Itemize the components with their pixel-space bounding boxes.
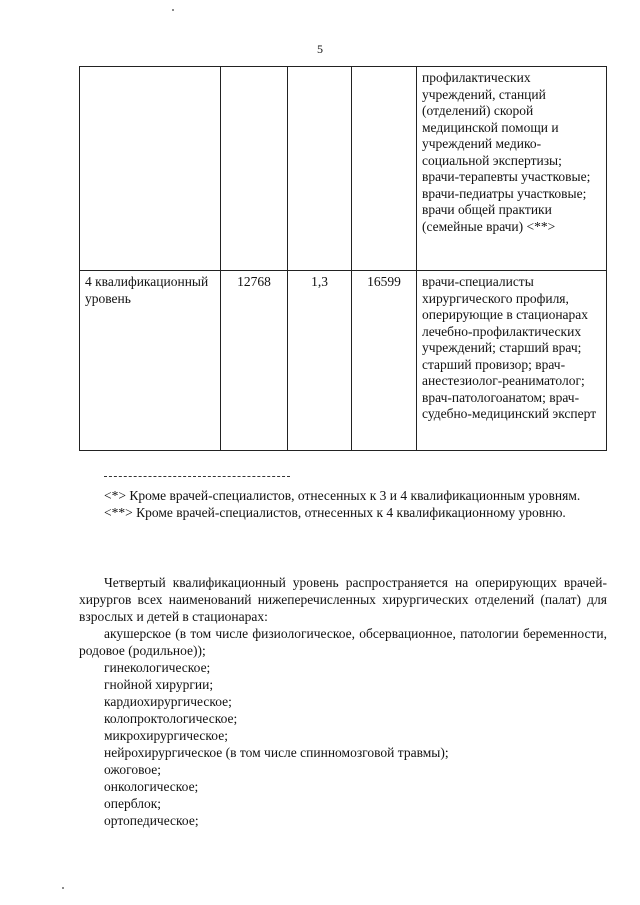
positions-cell: врачи-специалисты хирургического профиля, оперирующие в стационарах лечебно-профилактических учреждений; старший врач; старший провизор; врач-анестезиолог-реаниматолог; врач-патологоанатом; врач-судебно-медицинский эксперт: [417, 271, 607, 451]
list-item: микрохирургическое;: [104, 728, 228, 743]
footnotes: [79, 476, 607, 521]
list-item: ортопедическое;: [104, 813, 199, 828]
qualification-table: [79, 66, 607, 451]
list-item: гинекологическое;: [104, 660, 211, 675]
level-cell: [80, 67, 221, 271]
footnote-separator: [104, 476, 290, 477]
list-item: акушерское (в том числе физиологическое, обсервационное, патологии беременности, родовое (родильное));: [79, 626, 607, 658]
scan-speck: [172, 9, 174, 11]
level-cell: 4 квалификационный уровень: [80, 271, 221, 451]
body-text: [79, 574, 607, 829]
list-item: колопроктологическое;: [104, 711, 238, 726]
total-cell: 16599: [352, 271, 417, 451]
list-item: гнойной хирургии;: [104, 677, 214, 692]
footnote-1: <*> Кроме врачей-специалистов, отнесенных к 3 и 4 квалификационным уровням.: [104, 488, 581, 503]
scan-speck: [62, 887, 64, 889]
page-number: 5: [317, 42, 323, 56]
list-item: онкологическое;: [104, 779, 199, 794]
table-row: [80, 67, 607, 271]
list-item: оперблок;: [104, 796, 162, 811]
table-row: [80, 271, 607, 451]
total-cell: [352, 67, 417, 271]
list-item: ожоговое;: [104, 762, 162, 777]
positions-cell: профилактических учреждений, станций (отделений) скорой медицинской помощи и учреждений медико-социальной экспертизы; врачи-терапевты участковые; врачи-педиатры участковые; врачи общей практики (семейные врачи) <**>: [417, 67, 607, 271]
salary-cell: 12768: [221, 271, 288, 451]
footnote-2: <**> Кроме врачей-специалистов, отнесенных к 4 квалификационному уровню.: [104, 505, 566, 520]
intro-paragraph: Четвертый квалификационный уровень распространяется на оперирующих врачей-хирургов всех наименований нижеперечисленных хирургических отделений (палат) для взрослых и детей в стационарах:: [79, 575, 607, 624]
list-item: кардиохирургическое;: [104, 694, 232, 709]
list-item: нейрохирургическое (в том числе спинномозговой травмы);: [104, 745, 449, 760]
coef-cell: 1,3: [288, 271, 352, 451]
coef-cell: [288, 67, 352, 271]
salary-cell: [221, 67, 288, 271]
